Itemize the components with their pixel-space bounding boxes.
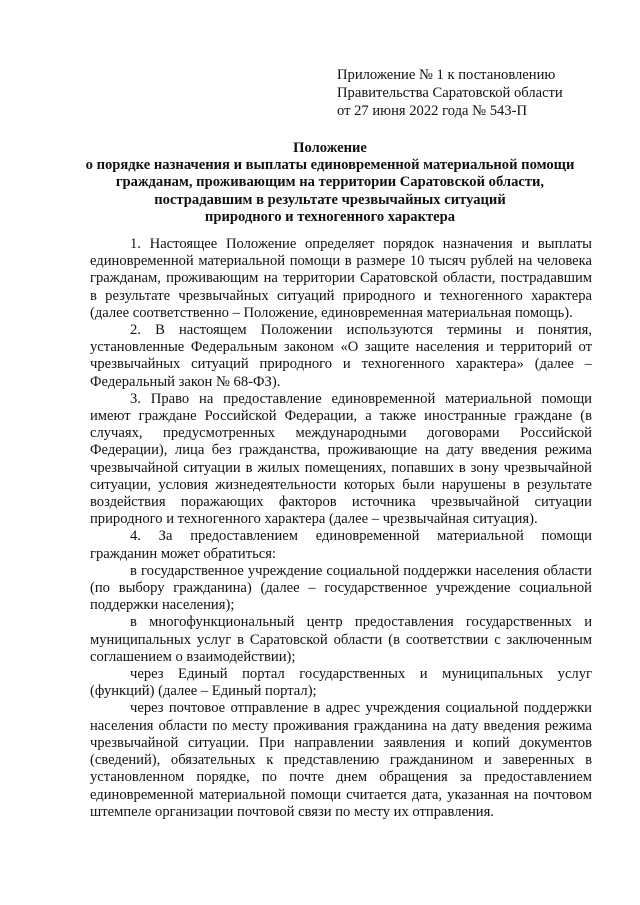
list-item-postal: через почтовое отправление в адрес учреждения социальной поддержки населения области по месту проживания гражданина на дату введения режима чрезвычайной ситуации. При направлении заявления и копий документов (сведений), обязательных к представлению гражданином и заверенных в установленном порядке, по почте днем обращения за предоставлением единовременной материальной помощи считается дата, указанная на почтовом штемпеле организации почтовой связи по месту их отправления. — [90, 700, 592, 820]
annex-line-3: от 27 июня 2022 года № 543-П — [337, 103, 528, 119]
annex-line-2: Правительства Саратовской области — [337, 85, 563, 101]
paragraph-1: 1. Настоящее Положение определяет порядок назначения и выплаты единовременной материальной помощи в размере 10 тысяч рублей на человека гражданам, проживающим на территории Саратовской области, пострадавшим в результате чрезвычайных ситуаций природного и техногенного характера (далее соответственно – Положение, единовременная материальная помощь). — [90, 236, 592, 321]
annex-line-1: Приложение № 1 к постановлению — [337, 67, 556, 83]
title-line-2: о порядке назначения и выплаты единовременной материальной помощи — [85, 157, 575, 174]
title-line-1: Положение — [293, 140, 367, 156]
document-title — [80, 140, 580, 226]
title-line-3: гражданам, проживающим на территории Саратовской области, — [115, 174, 545, 191]
paragraph-4: 4. За предоставлением единовременной материальной помощи гражданин может обратиться: — [90, 528, 592, 562]
list-item-unified-portal: через Единый портал государственных и муниципальных услуг (функций) (далее – Единый портал); — [90, 666, 592, 700]
list-item-social-support: в государственное учреждение социальной поддержки населения области (по выбору гражданина) (далее – государственное учреждение социальной поддержки населения); — [90, 562, 592, 614]
document-body — [90, 236, 592, 821]
annex-header — [337, 66, 607, 120]
title-line-5: природного и техногенного характера — [204, 208, 456, 225]
paragraph-2: 2. В настоящем Положении используются термины и понятия, установленные Федеральным законом «О защите населения и территорий от чрезвычайных ситуаций природного и техногенного характера» (далее – Федеральный закон № 68-ФЗ). — [90, 322, 592, 390]
paragraph-3: 3. Право на предоставление единовременной материальной помощи имеют граждане Российской Федерации, а также иностранные граждане (в случаях, предусмотренных международными договорами Российской Федерации), лица без гражданства, проживающие на дату введения режима чрезвычайной ситуации в жилых помещениях, попавших в зону чрезвычайной ситуации, условия жизнедеятельности которых были нарушены в результате воздействия поражающих факторов источника чрезвычайной ситуации природного и техногенного характера (далее – чрезвычайная ситуация). — [90, 390, 592, 528]
list-item-mfc: в многофункциональный центр предоставления государственных и муниципальных услуг в Саратовской области (в соответствии с заключенным соглашением о взаимодействии); — [90, 614, 592, 665]
title-line-4: пострадавшим в результате чрезвычайных ситуаций — [154, 191, 506, 208]
